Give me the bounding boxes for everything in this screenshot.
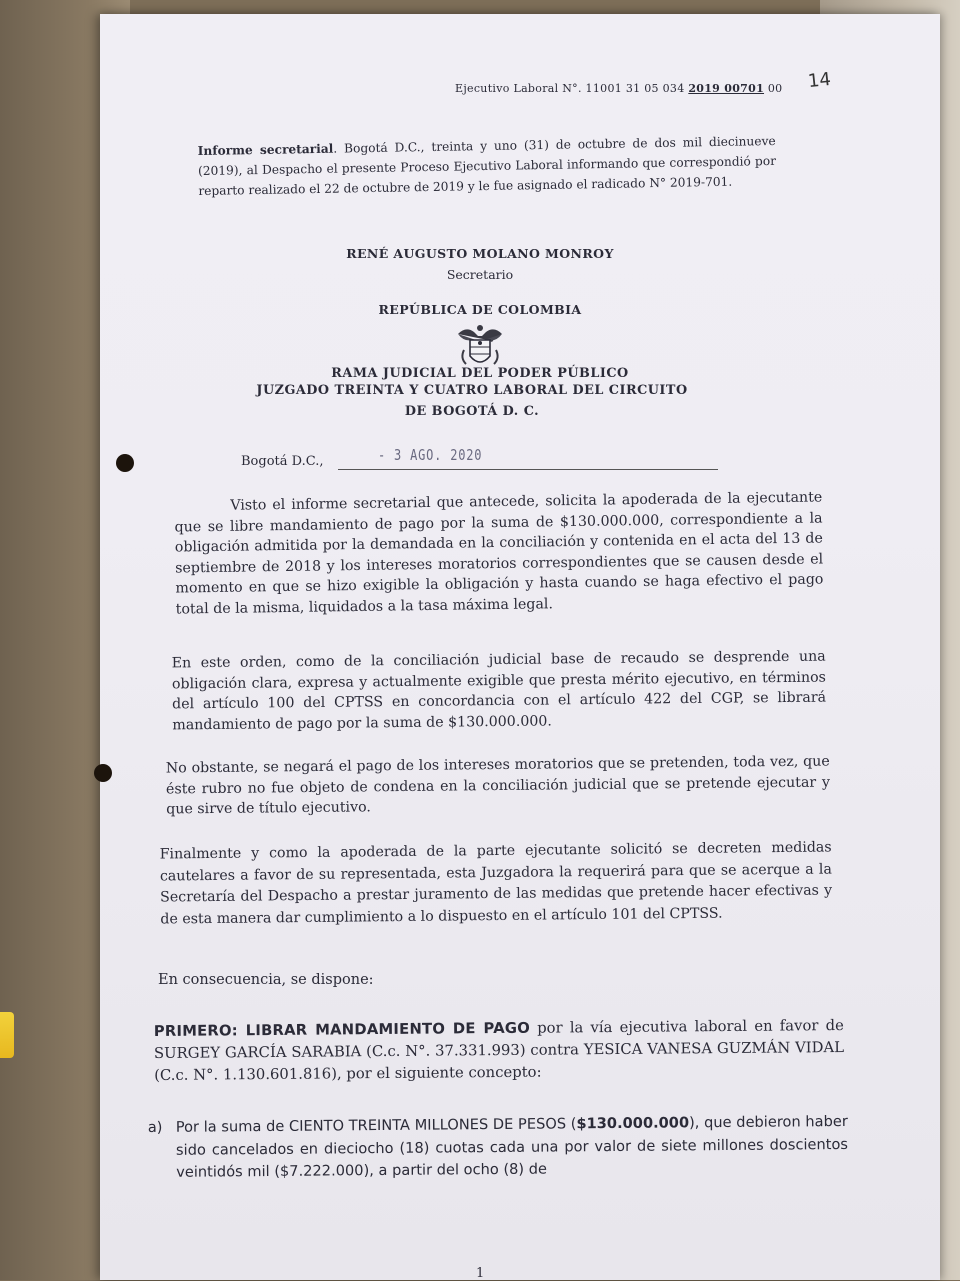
case-reference bbox=[455, 82, 782, 95]
judicial-branch: RAMA JUDICIAL DEL PODER PÚBLICO bbox=[331, 366, 629, 381]
informe-secretarial bbox=[198, 131, 777, 201]
informe-label: Informe secretarial bbox=[197, 141, 334, 159]
court-name: JUZGADO TREINTA Y CUATRO LABORAL DEL CIRCUITO bbox=[256, 383, 688, 398]
punch-hole-top bbox=[116, 454, 134, 472]
paragraph-2: En este orden, como de la conciliación judicial base de recaudo se desprende una obligación clara, expresa y actualmente exigible que presta mérito ejecutivo, en términos del artículo 100 del CPTSS en concordancia con el artículo 422 del CGP, se librará mandamiento de pago por la suma de $130.000.000. bbox=[171, 648, 827, 734]
informe-text: . Bogotá D.C., treinta y uno (31) de octubre de dos mil diecinueve (2019), al Despacho el presente Proceso Ejecutivo Laboral informando que correspondió por reparto realizado el 22 de octubre de 2019 y le fue asignado el radicado N° 2019-701. bbox=[197, 133, 777, 199]
document-page bbox=[100, 14, 940, 1280]
list-item-text bbox=[176, 1111, 849, 1184]
case-prefix: Ejecutivo Laboral N°. 11001 31 05 034 bbox=[455, 82, 685, 95]
item-amount: $130.000.000 bbox=[576, 1114, 690, 1133]
page-number: 1 bbox=[476, 1266, 485, 1281]
list-marker: a) bbox=[147, 1118, 163, 1137]
paragraph-5: En consecuencia, se dispone: bbox=[158, 972, 374, 988]
paragraph-primero bbox=[154, 1015, 845, 1087]
court-city: DE BOGOTÁ D. C. bbox=[404, 404, 540, 419]
date-label: Bogotá D.C., bbox=[241, 454, 324, 469]
primero-lead: PRIMERO: LIBRAR MANDAMIENTO DE PAGO bbox=[153, 1019, 531, 1041]
handwritten-folio: 14 bbox=[806, 68, 832, 93]
paragraph-1: Visto el informe secretarial que antecede, solicita la apoderada de la ejecutante que se libre mandamiento de pago por la suma de $130.000.000, correspondiente a la obligación admitida por la demandada en la conciliación y contenida en el acta del 13 de septiembre de 2018 y los intereses moratorios correspondientes que se causen desde el momento en que se hizo exigible la obligación y hasta cuando se haga efectivo el pago total de la misma, liquidados a la tasa máxima legal. bbox=[174, 489, 824, 618]
item-text-end: ), que debieron haber sido cancelados en dieciocho (18) cuotas cada una por valor de siete millones doscientos veintidós mil ($7.222.000), a partir del ocho (8) de bbox=[175, 1112, 849, 1181]
punch-hole-bottom bbox=[94, 764, 112, 782]
signer-role: Secretario bbox=[446, 267, 514, 282]
date-stamp: - 3 AGO. 2020 bbox=[378, 446, 483, 464]
sticky-note bbox=[0, 1012, 14, 1058]
case-number: 2019 00701 bbox=[688, 82, 765, 95]
primero-text: por la vía ejecutiva laboral en favor de SURGEY GARCÍA SARABIA (C.c. N°. 37.331.993) contra YESICA VANESA GUZMÁN VIDAL (C.c. N°. 1.130.601.816), por el siguiente concepto: bbox=[153, 1016, 845, 1085]
list-item-a bbox=[148, 1111, 849, 1185]
paragraph-4: Finalmente y como la apoderada de la parte ejecutante solicitó se decreten medidas cautelares a favor de su representada, esta Juzgadora la requerirá para que se acerque a la Secretaría del Despacho a prestar juramento de las medidas que pretende hacer efectivas y de esta manera dar cumplimiento a lo dispuesto en el artículo 101 del CPTSS. bbox=[159, 839, 833, 928]
paragraph-3: No obstante, se negará el pago de los intereses moratorios que se pretenden, toda vez, que éste rubro no fue objeto de condena en la conciliación judicial que se pretende ejecutar y que sirve de título ejecutivo. bbox=[165, 753, 831, 818]
item-text-start: Por la suma de CIENTO TREINTA MILLONES DE PESOS ( bbox=[175, 1115, 577, 1136]
case-suffix: 00 bbox=[767, 82, 783, 95]
signer-name: RENÉ AUGUSTO MOLANO MONROY bbox=[346, 246, 614, 261]
republic-heading: REPÚBLICA DE COLOMBIA bbox=[378, 302, 582, 317]
coat-of-arms-icon bbox=[454, 320, 506, 372]
